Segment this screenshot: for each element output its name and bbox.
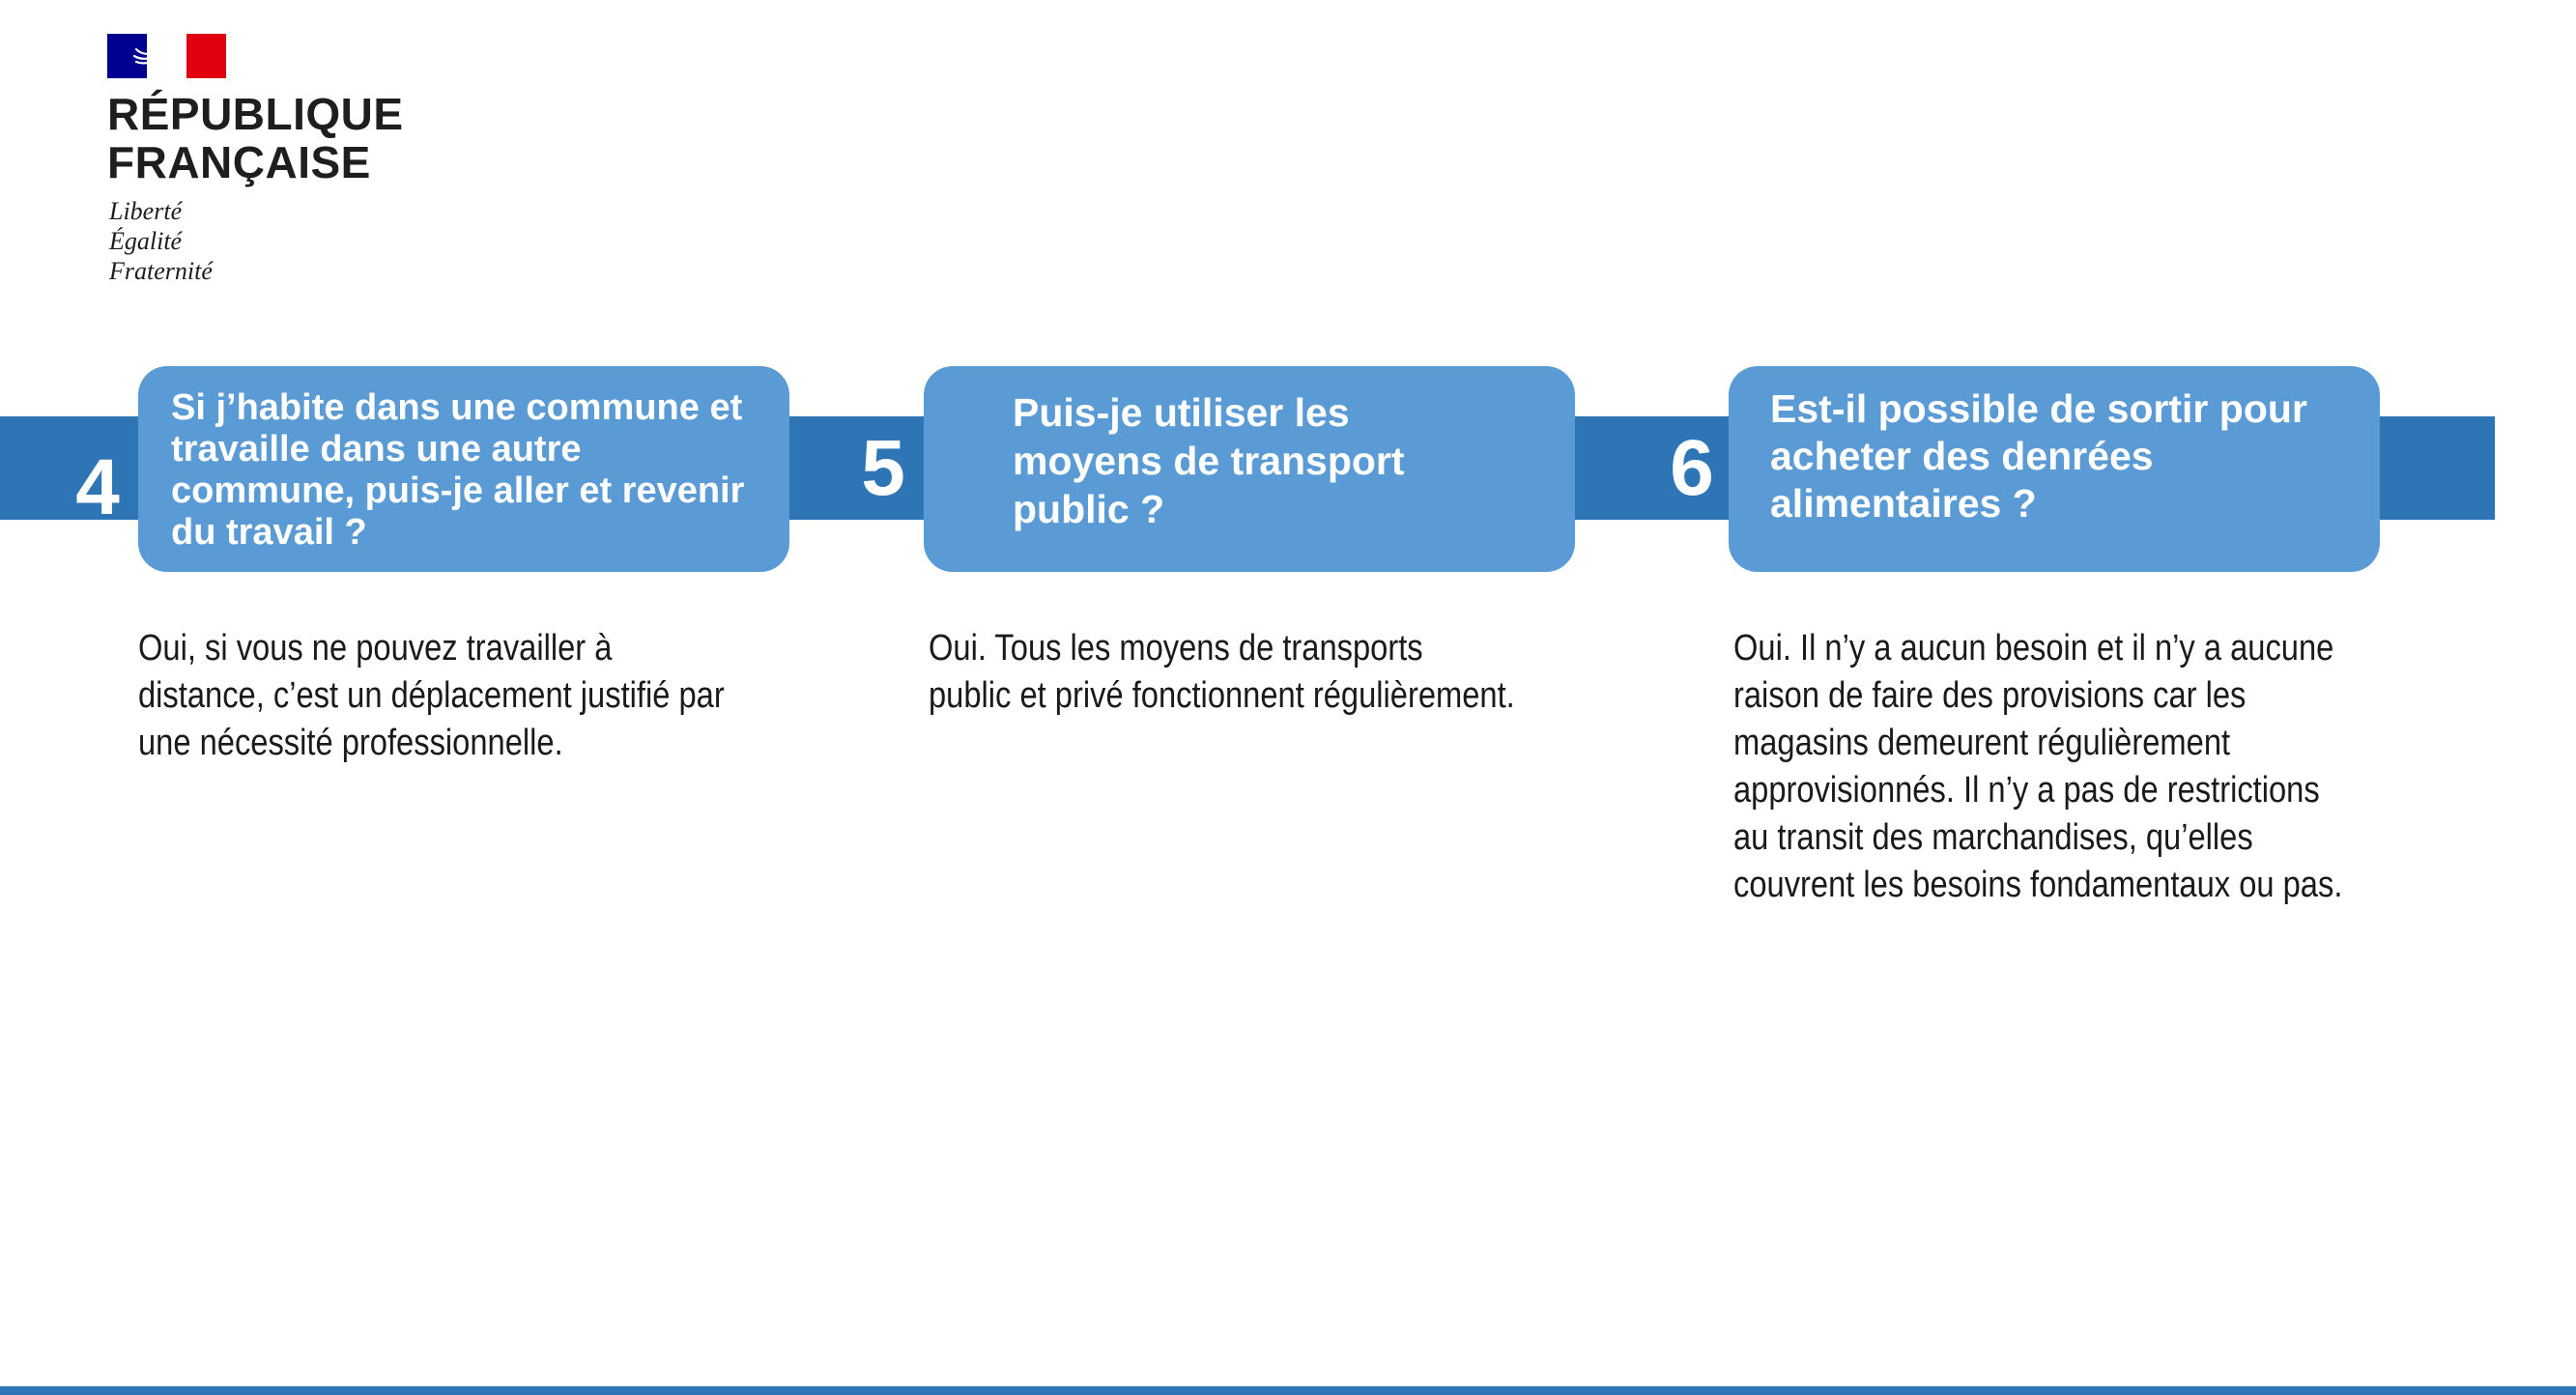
footer-rule: [0, 1386, 2576, 1395]
republique-francaise-logo: [107, 34, 416, 295]
faq-number-6: 6: [1670, 423, 1714, 512]
motto-fraternite: Fraternité: [109, 257, 213, 285]
faq-number-5: 5: [861, 423, 905, 512]
faq-number-4: 4: [75, 442, 120, 531]
faq-answer-5: Oui. Tous les moyens de transports public et privé fonctionnent régulièrement.: [929, 628, 1515, 716]
motto: [109, 196, 213, 286]
faq-answer-4: Oui, si vous ne pouvez travailler à distance, c’est un déplacement justifié par une nécessité professionnelle.: [138, 628, 725, 763]
motto-liberte: Liberté: [109, 197, 183, 225]
french-flag-icon: [107, 34, 226, 78]
faq-question-box-6: Est-il possible de sortir pour acheter des denrées alimentaires ?: [1729, 366, 2380, 572]
faq-answer-6: Oui. Il n’y a aucun besoin et il n’y a aucune raison de faire des provisions car les magasins demeurent régulièrement approvisionnés. Il n’y a pas de restrictions au transit des marchandises, qu’elles couvrent les besoins fondamentaux ou pas.: [1733, 628, 2343, 905]
motto-egalite: Égalité: [109, 227, 183, 255]
wordmark-republique: RÉPUBLIQUE: [107, 89, 404, 139]
wordmark-francaise: FRANÇAISE: [107, 137, 371, 187]
faq-question-box-4: Si j’habite dans une commune et travaille dans une autre commune, puis-je aller et revenir du travail ?: [138, 366, 789, 572]
republique-francaise-wordmark: [107, 90, 404, 186]
faq-question-box-5: Puis-je utiliser les moyens de transport public ?: [924, 366, 1575, 572]
